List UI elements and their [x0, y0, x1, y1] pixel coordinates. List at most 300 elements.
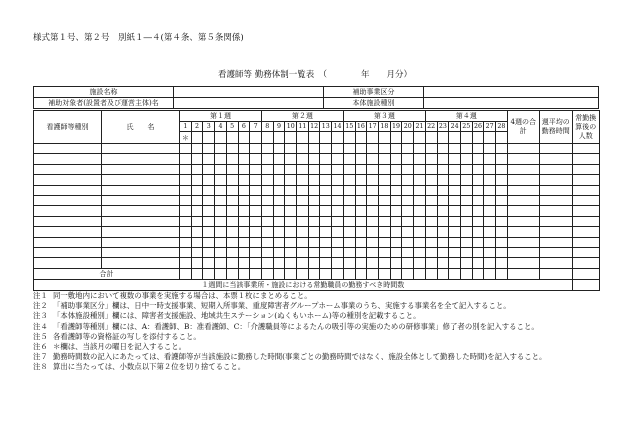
entry-cell[interactable] — [367, 247, 379, 257]
entry-cell[interactable] — [460, 227, 472, 237]
entry-cell[interactable] — [332, 247, 344, 257]
total-cell[interactable] — [226, 268, 238, 279]
facility-name-field[interactable] — [174, 87, 324, 98]
total-cell[interactable] — [460, 268, 472, 279]
entry-cell[interactable] — [539, 154, 572, 164]
entry-cell[interactable] — [378, 216, 390, 226]
total-cell[interactable] — [378, 268, 390, 279]
entry-cell[interactable] — [484, 185, 496, 195]
entry-cell[interactable] — [472, 164, 484, 174]
entry-cell[interactable] — [261, 144, 273, 154]
entry-cell[interactable] — [367, 154, 379, 164]
entry-cell[interactable] — [507, 154, 539, 164]
entry-cell[interactable] — [273, 185, 285, 195]
entry-cell[interactable] — [180, 175, 192, 185]
entry-cell[interactable] — [539, 164, 572, 174]
entry-cell[interactable] — [460, 206, 472, 216]
entry-cell[interactable] — [308, 164, 320, 174]
entry-cell[interactable] — [102, 216, 180, 226]
entry-cell[interactable] — [367, 227, 379, 237]
entry-cell[interactable] — [449, 164, 461, 174]
entry-cell[interactable] — [273, 247, 285, 257]
entry-cell[interactable] — [180, 144, 192, 154]
entry-cell[interactable] — [572, 154, 599, 164]
entry-cell[interactable] — [460, 175, 472, 185]
entry-cell[interactable] — [191, 237, 203, 247]
entry-cell[interactable] — [472, 185, 484, 195]
entry-cell[interactable] — [102, 175, 180, 185]
entry-cell[interactable] — [215, 237, 227, 247]
entry-cell[interactable] — [273, 175, 285, 185]
total-cell[interactable] — [261, 268, 273, 279]
entry-cell[interactable] — [238, 247, 250, 257]
entry-cell[interactable] — [402, 144, 414, 154]
total-cell[interactable] — [238, 268, 250, 279]
entry-cell[interactable] — [437, 216, 449, 226]
entry-cell[interactable] — [261, 175, 273, 185]
entry-cell[interactable] — [34, 144, 102, 154]
entry-cell[interactable] — [250, 195, 262, 205]
entry-cell[interactable] — [215, 185, 227, 195]
entry-cell[interactable] — [308, 237, 320, 247]
target-operator-field[interactable] — [174, 98, 324, 109]
entry-cell[interactable] — [102, 164, 180, 174]
weekday-cell[interactable] — [425, 132, 437, 144]
entry-cell[interactable] — [203, 175, 215, 185]
entry-cell[interactable] — [308, 258, 320, 268]
entry-cell[interactable] — [285, 258, 297, 268]
entry-cell[interactable] — [449, 154, 461, 164]
entry-cell[interactable] — [496, 144, 508, 154]
entry-cell[interactable] — [572, 227, 599, 237]
entry-cell[interactable] — [250, 227, 262, 237]
entry-cell[interactable] — [402, 247, 414, 257]
entry-cell[interactable] — [261, 258, 273, 268]
entry-cell[interactable] — [367, 144, 379, 154]
entry-cell[interactable] — [203, 247, 215, 257]
entry-cell[interactable] — [572, 175, 599, 185]
weekday-cell[interactable] — [261, 132, 273, 144]
entry-cell[interactable] — [273, 154, 285, 164]
entry-cell[interactable] — [285, 144, 297, 154]
entry-cell[interactable] — [390, 258, 402, 268]
entry-cell[interactable] — [34, 227, 102, 237]
entry-cell[interactable] — [484, 216, 496, 226]
entry-cell[interactable] — [215, 144, 227, 154]
entry-cell[interactable] — [320, 206, 332, 216]
entry-cell[interactable] — [215, 175, 227, 185]
entry-cell[interactable] — [285, 247, 297, 257]
entry-cell[interactable] — [414, 164, 426, 174]
entry-cell[interactable] — [367, 185, 379, 195]
entry-cell[interactable] — [355, 237, 367, 247]
entry-cell[interactable] — [226, 227, 238, 237]
entry-cell[interactable] — [355, 154, 367, 164]
entry-cell[interactable] — [367, 164, 379, 174]
entry-cell[interactable] — [238, 195, 250, 205]
entry-cell[interactable] — [250, 216, 262, 226]
entry-cell[interactable] — [34, 185, 102, 195]
weekday-cell[interactable] — [496, 132, 508, 144]
entry-cell[interactable] — [572, 216, 599, 226]
entry-cell[interactable] — [215, 216, 227, 226]
entry-cell[interactable] — [191, 175, 203, 185]
entry-cell[interactable] — [425, 216, 437, 226]
entry-cell[interactable] — [437, 164, 449, 174]
entry-cell[interactable] — [203, 227, 215, 237]
entry-cell[interactable] — [472, 247, 484, 257]
entry-cell[interactable] — [355, 175, 367, 185]
total-cell[interactable] — [273, 268, 285, 279]
entry-cell[interactable] — [355, 164, 367, 174]
weekday-cell[interactable] — [273, 132, 285, 144]
weekday-cell[interactable] — [402, 132, 414, 144]
entry-cell[interactable] — [437, 237, 449, 247]
entry-cell[interactable] — [378, 258, 390, 268]
entry-cell[interactable] — [273, 216, 285, 226]
entry-cell[interactable] — [414, 175, 426, 185]
entry-cell[interactable] — [402, 258, 414, 268]
total-cell[interactable] — [367, 268, 379, 279]
entry-cell[interactable] — [437, 144, 449, 154]
entry-cell[interactable] — [539, 185, 572, 195]
entry-cell[interactable] — [484, 206, 496, 216]
entry-cell[interactable] — [355, 206, 367, 216]
entry-cell[interactable] — [297, 237, 309, 247]
entry-cell[interactable] — [507, 175, 539, 185]
entry-cell[interactable] — [472, 237, 484, 247]
entry-cell[interactable] — [250, 144, 262, 154]
entry-cell[interactable] — [539, 144, 572, 154]
entry-cell[interactable] — [320, 175, 332, 185]
entry-cell[interactable] — [250, 247, 262, 257]
entry-cell[interactable] — [226, 206, 238, 216]
entry-cell[interactable] — [320, 144, 332, 154]
total-cell[interactable] — [180, 268, 192, 279]
entry-cell[interactable] — [238, 216, 250, 226]
weekday-cell[interactable] — [367, 132, 379, 144]
entry-cell[interactable] — [102, 206, 180, 216]
entry-cell[interactable] — [34, 237, 102, 247]
entry-cell[interactable] — [425, 206, 437, 216]
entry-cell[interactable] — [297, 206, 309, 216]
entry-cell[interactable] — [343, 154, 355, 164]
entry-cell[interactable] — [449, 237, 461, 247]
entry-cell[interactable] — [355, 185, 367, 195]
entry-cell[interactable] — [343, 195, 355, 205]
entry-cell[interactable] — [572, 206, 599, 216]
entry-cell[interactable] — [261, 164, 273, 174]
entry-cell[interactable] — [460, 247, 472, 257]
entry-cell[interactable] — [250, 237, 262, 247]
total-cell[interactable] — [343, 268, 355, 279]
weekday-cell[interactable] — [191, 132, 203, 144]
entry-cell[interactable] — [320, 154, 332, 164]
entry-cell[interactable] — [226, 237, 238, 247]
entry-cell[interactable] — [261, 247, 273, 257]
entry-cell[interactable] — [449, 175, 461, 185]
entry-cell[interactable] — [484, 164, 496, 174]
entry-cell[interactable] — [285, 206, 297, 216]
entry-cell[interactable] — [425, 237, 437, 247]
entry-cell[interactable] — [402, 185, 414, 195]
entry-cell[interactable] — [332, 237, 344, 247]
entry-cell[interactable] — [507, 237, 539, 247]
total-cell[interactable] — [215, 268, 227, 279]
entry-cell[interactable] — [203, 195, 215, 205]
entry-cell[interactable] — [507, 227, 539, 237]
entry-cell[interactable] — [238, 144, 250, 154]
entry-cell[interactable] — [572, 195, 599, 205]
entry-cell[interactable] — [308, 154, 320, 164]
entry-cell[interactable] — [507, 195, 539, 205]
weekday-cell[interactable] — [460, 132, 472, 144]
entry-cell[interactable] — [297, 258, 309, 268]
entry-cell[interactable] — [261, 195, 273, 205]
entry-cell[interactable] — [191, 144, 203, 154]
entry-cell[interactable] — [425, 154, 437, 164]
entry-cell[interactable] — [180, 164, 192, 174]
entry-cell[interactable] — [191, 185, 203, 195]
entry-cell[interactable] — [402, 195, 414, 205]
entry-cell[interactable] — [572, 144, 599, 154]
entry-cell[interactable] — [332, 258, 344, 268]
entry-cell[interactable] — [332, 185, 344, 195]
entry-cell[interactable] — [203, 154, 215, 164]
entry-cell[interactable] — [496, 164, 508, 174]
entry-cell[interactable] — [460, 144, 472, 154]
entry-cell[interactable] — [390, 154, 402, 164]
entry-cell[interactable] — [425, 247, 437, 257]
entry-cell[interactable] — [402, 164, 414, 174]
entry-cell[interactable] — [191, 164, 203, 174]
entry-cell[interactable] — [539, 247, 572, 257]
entry-cell[interactable] — [308, 195, 320, 205]
entry-cell[interactable] — [402, 154, 414, 164]
weekday-cell[interactable] — [437, 132, 449, 144]
entry-cell[interactable] — [414, 247, 426, 257]
entry-cell[interactable] — [203, 185, 215, 195]
entry-cell[interactable] — [484, 144, 496, 154]
total-cell[interactable] — [539, 268, 572, 279]
entry-cell[interactable] — [460, 237, 472, 247]
entry-cell[interactable] — [273, 227, 285, 237]
entry-cell[interactable] — [180, 154, 192, 164]
entry-cell[interactable] — [320, 247, 332, 257]
entry-cell[interactable] — [460, 185, 472, 195]
entry-cell[interactable] — [472, 216, 484, 226]
entry-cell[interactable] — [378, 206, 390, 216]
entry-cell[interactable] — [102, 237, 180, 247]
entry-cell[interactable] — [34, 247, 102, 257]
entry-cell[interactable] — [180, 206, 192, 216]
total-cell[interactable] — [472, 268, 484, 279]
entry-cell[interactable] — [390, 237, 402, 247]
entry-cell[interactable] — [215, 247, 227, 257]
entry-cell[interactable] — [343, 164, 355, 174]
entry-cell[interactable] — [191, 195, 203, 205]
entry-cell[interactable] — [437, 206, 449, 216]
weekday-cell[interactable] — [308, 132, 320, 144]
entry-cell[interactable] — [343, 258, 355, 268]
entry-cell[interactable] — [297, 144, 309, 154]
entry-cell[interactable] — [273, 258, 285, 268]
entry-cell[interactable] — [437, 247, 449, 257]
entry-cell[interactable] — [402, 206, 414, 216]
entry-cell[interactable] — [472, 258, 484, 268]
total-cell[interactable] — [507, 268, 539, 279]
entry-cell[interactable] — [378, 144, 390, 154]
entry-cell[interactable] — [180, 185, 192, 195]
entry-cell[interactable] — [320, 227, 332, 237]
entry-cell[interactable] — [250, 154, 262, 164]
entry-cell[interactable] — [34, 164, 102, 174]
entry-cell[interactable] — [496, 227, 508, 237]
entry-cell[interactable] — [449, 216, 461, 226]
entry-cell[interactable] — [402, 227, 414, 237]
entry-cell[interactable] — [34, 206, 102, 216]
entry-cell[interactable] — [390, 227, 402, 237]
entry-cell[interactable] — [367, 195, 379, 205]
entry-cell[interactable] — [308, 144, 320, 154]
entry-cell[interactable] — [261, 185, 273, 195]
entry-cell[interactable] — [437, 185, 449, 195]
entry-cell[interactable] — [539, 195, 572, 205]
entry-cell[interactable] — [320, 216, 332, 226]
entry-cell[interactable] — [180, 227, 192, 237]
entry-cell[interactable] — [226, 144, 238, 154]
total-cell[interactable] — [425, 268, 437, 279]
entry-cell[interactable] — [343, 206, 355, 216]
entry-cell[interactable] — [507, 144, 539, 154]
total-cell[interactable] — [437, 268, 449, 279]
entry-cell[interactable] — [472, 195, 484, 205]
entry-cell[interactable] — [273, 195, 285, 205]
entry-cell[interactable] — [215, 164, 227, 174]
entry-cell[interactable] — [539, 237, 572, 247]
entry-cell[interactable] — [367, 206, 379, 216]
entry-cell[interactable] — [320, 237, 332, 247]
entry-cell[interactable] — [355, 216, 367, 226]
entry-cell[interactable] — [320, 258, 332, 268]
entry-cell[interactable] — [496, 237, 508, 247]
entry-cell[interactable] — [425, 175, 437, 185]
entry-cell[interactable] — [180, 258, 192, 268]
entry-cell[interactable] — [34, 175, 102, 185]
entry-cell[interactable] — [191, 227, 203, 237]
entry-cell[interactable] — [484, 258, 496, 268]
entry-cell[interactable] — [215, 227, 227, 237]
weekday-cell[interactable] — [414, 132, 426, 144]
entry-cell[interactable] — [437, 175, 449, 185]
entry-cell[interactable] — [402, 237, 414, 247]
entry-cell[interactable] — [378, 154, 390, 164]
entry-cell[interactable] — [414, 195, 426, 205]
entry-cell[interactable] — [425, 164, 437, 174]
entry-cell[interactable] — [191, 206, 203, 216]
entry-cell[interactable] — [34, 195, 102, 205]
entry-cell[interactable] — [460, 164, 472, 174]
total-cell[interactable] — [203, 268, 215, 279]
weekday-cell[interactable] — [343, 132, 355, 144]
entry-cell[interactable] — [226, 258, 238, 268]
entry-cell[interactable] — [390, 185, 402, 195]
total-cell[interactable] — [496, 268, 508, 279]
entry-cell[interactable] — [378, 227, 390, 237]
total-cell[interactable] — [297, 268, 309, 279]
entry-cell[interactable] — [355, 144, 367, 154]
entry-cell[interactable] — [285, 216, 297, 226]
entry-cell[interactable] — [297, 227, 309, 237]
entry-cell[interactable] — [472, 175, 484, 185]
weekday-star-cell[interactable]: ＊ — [180, 132, 192, 144]
entry-cell[interactable] — [285, 175, 297, 185]
entry-cell[interactable] — [238, 237, 250, 247]
entry-cell[interactable] — [215, 195, 227, 205]
entry-cell[interactable] — [226, 195, 238, 205]
entry-cell[interactable] — [437, 227, 449, 237]
entry-cell[interactable] — [355, 258, 367, 268]
entry-cell[interactable] — [572, 258, 599, 268]
entry-cell[interactable] — [572, 164, 599, 174]
entry-cell[interactable] — [238, 227, 250, 237]
entry-cell[interactable] — [102, 195, 180, 205]
entry-cell[interactable] — [332, 175, 344, 185]
entry-cell[interactable] — [238, 164, 250, 174]
entry-cell[interactable] — [496, 175, 508, 185]
entry-cell[interactable] — [390, 206, 402, 216]
entry-cell[interactable] — [285, 164, 297, 174]
entry-cell[interactable] — [250, 206, 262, 216]
entry-cell[interactable] — [332, 216, 344, 226]
entry-cell[interactable] — [320, 164, 332, 174]
weekday-cell[interactable] — [355, 132, 367, 144]
entry-cell[interactable] — [425, 185, 437, 195]
weekday-cell[interactable] — [390, 132, 402, 144]
entry-cell[interactable] — [378, 185, 390, 195]
entry-cell[interactable] — [261, 216, 273, 226]
entry-cell[interactable] — [191, 154, 203, 164]
entry-cell[interactable] — [484, 154, 496, 164]
entry-cell[interactable] — [390, 216, 402, 226]
entry-cell[interactable] — [250, 175, 262, 185]
entry-cell[interactable] — [484, 195, 496, 205]
entry-cell[interactable] — [378, 247, 390, 257]
weekday-cell[interactable] — [238, 132, 250, 144]
entry-cell[interactable] — [367, 175, 379, 185]
weekday-cell[interactable] — [449, 132, 461, 144]
weekday-cell[interactable] — [203, 132, 215, 144]
entry-cell[interactable] — [355, 227, 367, 237]
entry-cell[interactable] — [425, 227, 437, 237]
entry-cell[interactable] — [238, 175, 250, 185]
total-cell[interactable] — [414, 268, 426, 279]
entry-cell[interactable] — [414, 258, 426, 268]
entry-cell[interactable] — [378, 195, 390, 205]
entry-cell[interactable] — [390, 195, 402, 205]
entry-cell[interactable] — [437, 258, 449, 268]
entry-cell[interactable] — [285, 154, 297, 164]
entry-cell[interactable] — [507, 216, 539, 226]
entry-cell[interactable] — [102, 247, 180, 257]
entry-cell[interactable] — [332, 154, 344, 164]
weekday-cell[interactable] — [226, 132, 238, 144]
entry-cell[interactable] — [320, 185, 332, 195]
entry-cell[interactable] — [297, 154, 309, 164]
entry-cell[interactable] — [390, 175, 402, 185]
weekday-cell[interactable] — [378, 132, 390, 144]
entry-cell[interactable] — [390, 144, 402, 154]
